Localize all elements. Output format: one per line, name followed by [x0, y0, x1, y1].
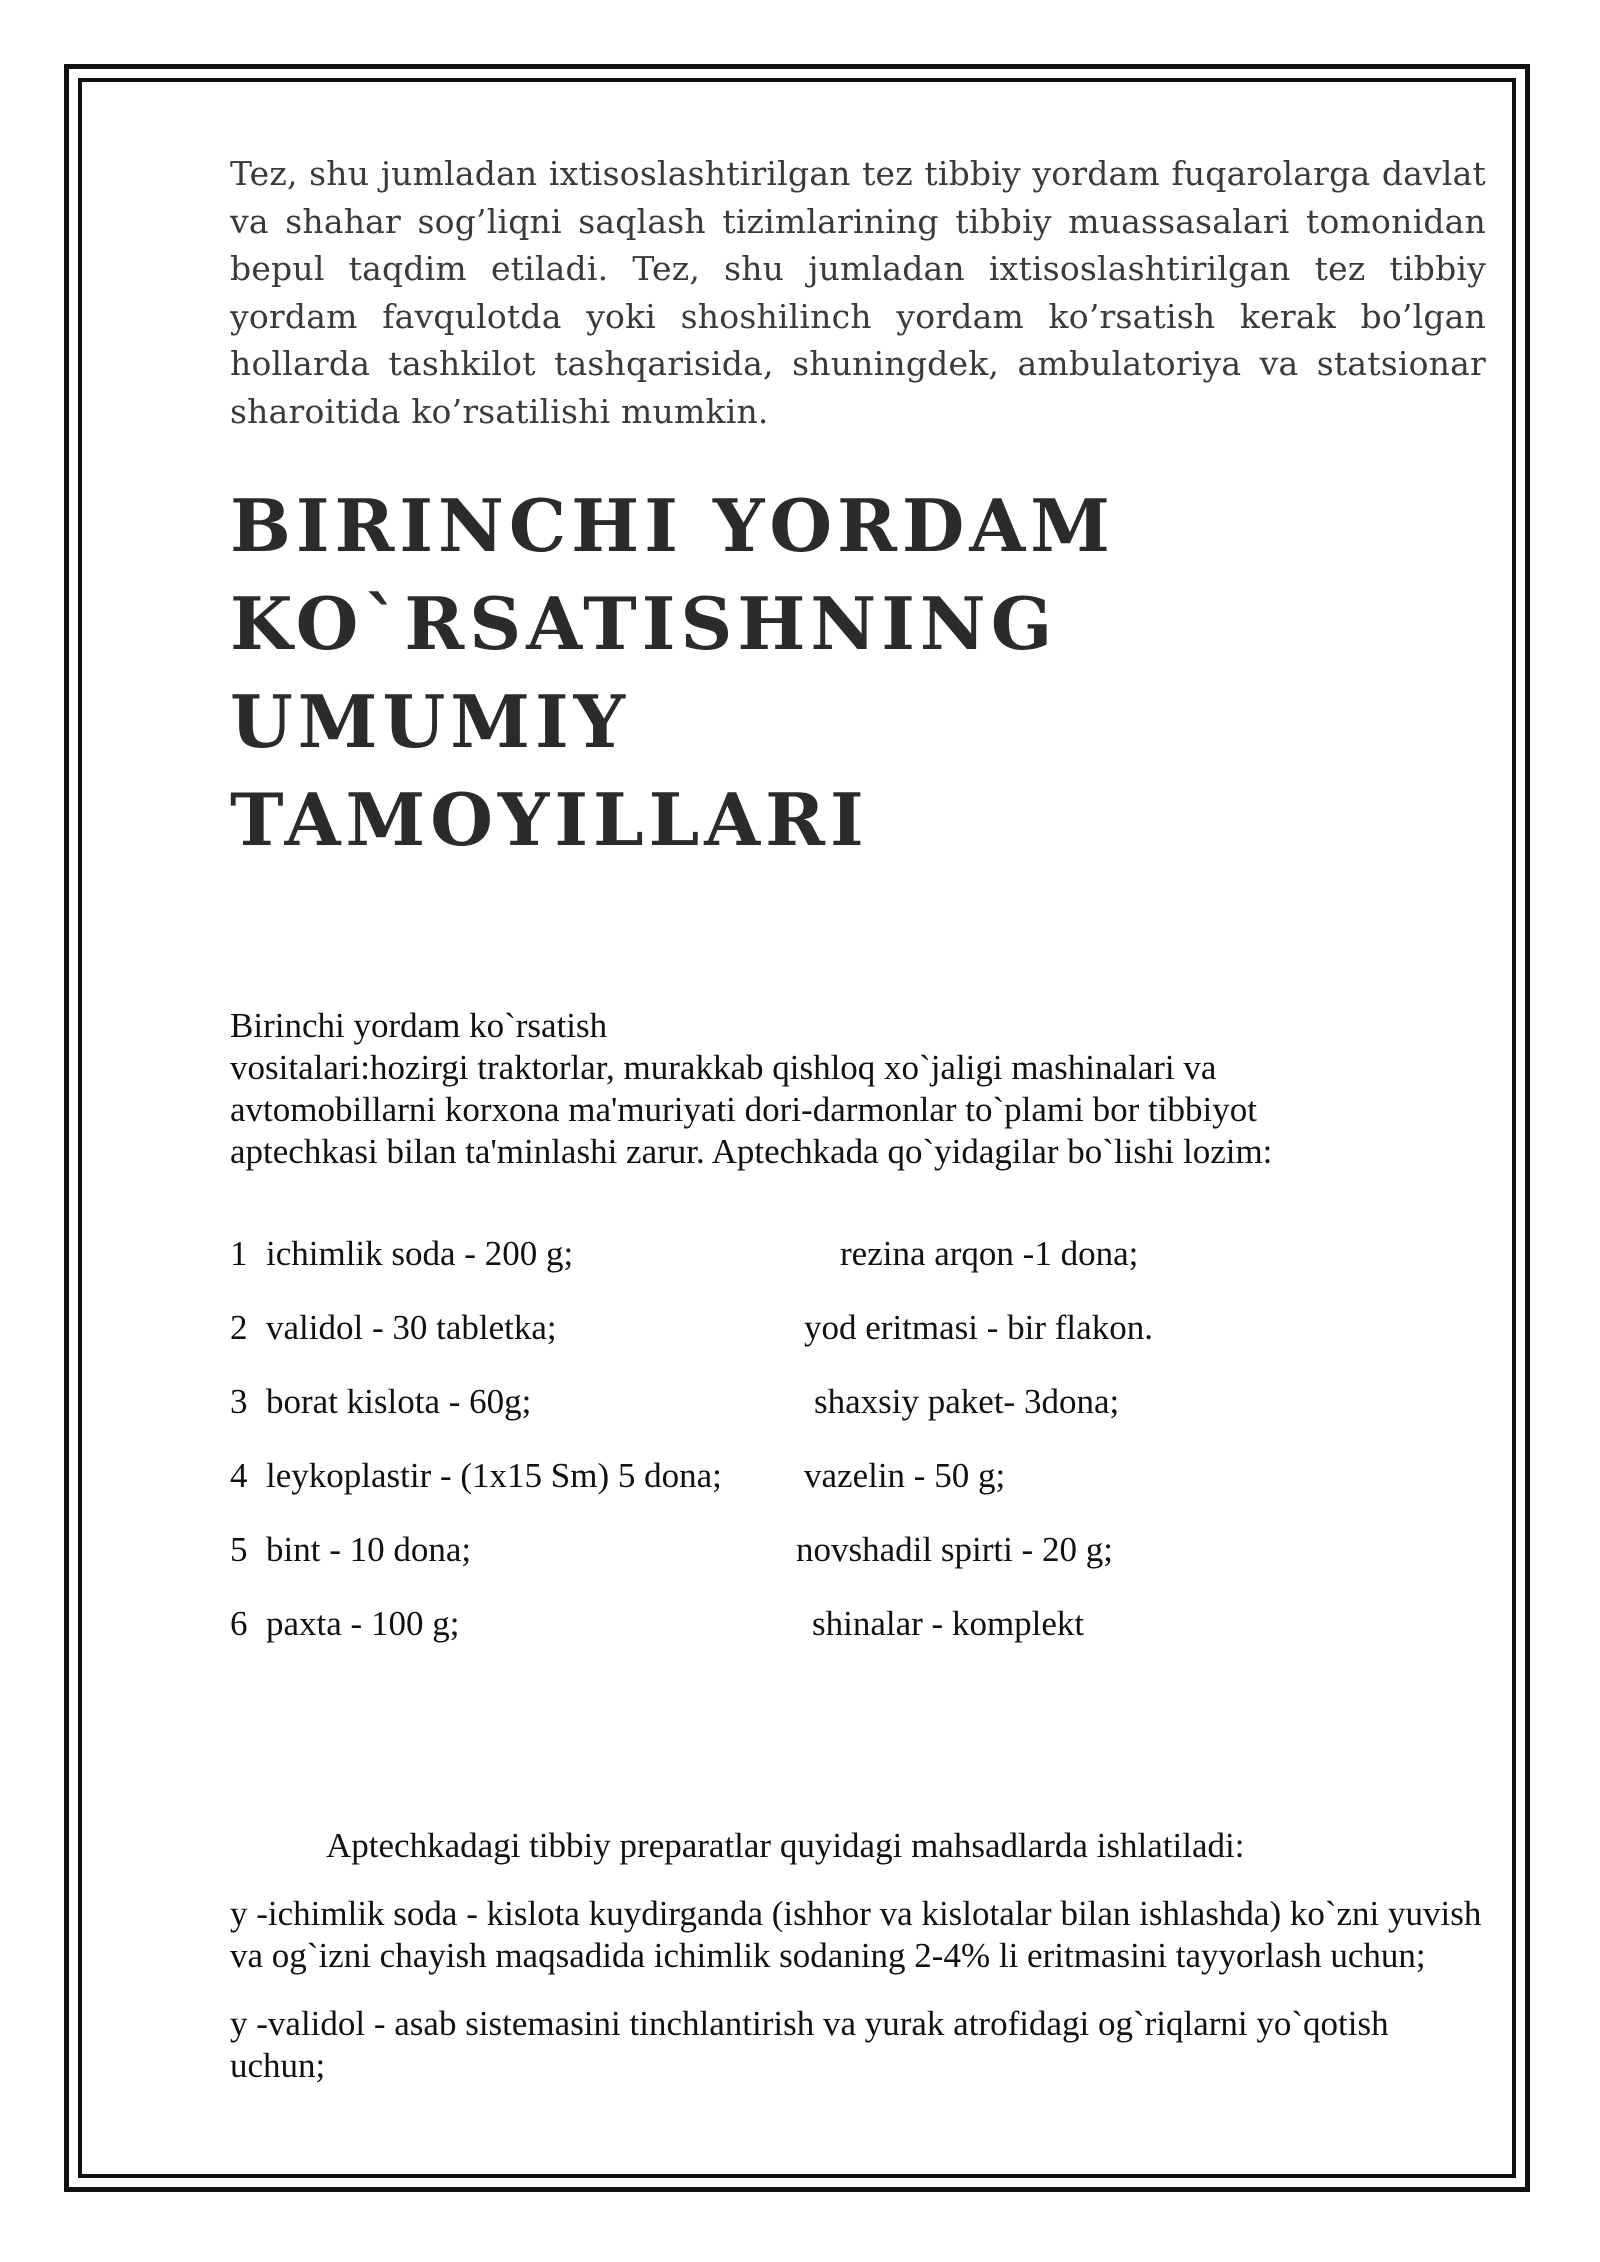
intro-paragraph: Tez, shu jumladan ixtisoslashtirilgan tez tibbiy yordam fuqarolarga davlat va shahar sog’liqni saqlash tizimlarining tibbiy muassasalari tomonidan bepul taqdim etiladi. Tez, shu jumladan ixtisoslashtirilgan tez tibbiy yordam favqulotda yoki shoshilinch yordam ko’rsatish kerak bo’lgan hollarda tashkilot tashqarisida, shuningdek, ambulatoriya va statsionar sharoitida ko’rsatilishi mumkin.: [230, 154, 1486, 431]
supply-left-item: bint - 10 dona;: [266, 1530, 472, 1569]
supply-right-item: vazelin - 50 g;: [804, 1456, 1006, 1495]
usage-item: y -ichimlik soda - kislota kuydirganda (ishhor va kislotalar bilan ishlashda) ko`zni yuvish va og`izni chayish maqsadida ichimlik sodaning 2-4% li eritmasini tayyorlash uchun;: [230, 1894, 1482, 1975]
supply-row: [230, 1233, 1486, 1307]
supply-number: 2: [230, 1308, 248, 1347]
usage-intro: Aptechkadagi tibbiy preparatlar quyidagi mahsadlarda ishlatiladi:: [326, 1826, 1245, 1865]
section-heading: [230, 477, 1486, 869]
supply-number: 6: [230, 1604, 248, 1643]
page-content: [230, 150, 1486, 2087]
supply-row: [230, 1381, 1486, 1455]
supply-right-item: yod eritmasi - bir flakon.: [804, 1308, 1153, 1347]
heading-line-2: KO`RSATISHNING UMUMIY: [230, 581, 1058, 764]
tools-line-2: vositalari:hozirgi traktorlar, murakkab qishloq xo`jaligi mashinalari va: [230, 1048, 1217, 1087]
supply-right-item: shaxsiy paket- 3dona;: [814, 1382, 1120, 1421]
supply-left-item: paxta - 100 g;: [266, 1604, 460, 1643]
heading-line-1: BIRINCHI YORDAM: [230, 483, 1115, 568]
supply-left-item: ichimlik soda - 200 g;: [266, 1234, 574, 1273]
supply-row: [230, 1529, 1486, 1603]
supply-row: [230, 1307, 1486, 1381]
usage-item: y -validol - asab sistemasini tinchlantirish va yurak atrofidagi og`riqlarni yo`qotish uchun;: [230, 2004, 1389, 2085]
heading-line-3: TAMOYILLARI: [230, 777, 869, 862]
supply-right-item: novshadil spirti - 20 g;: [796, 1530, 1113, 1569]
supply-left-item: leykoplastir - (1x15 Sm) 5 dona;: [266, 1456, 722, 1495]
supply-number: 4: [230, 1456, 248, 1495]
tools-line-4: aptechkasi bilan ta'minlashi zarur. Aptechkada qo`yidagilar bo`lishi lozim:: [230, 1132, 1273, 1171]
supply-right-item: rezina arqon -1 dona;: [840, 1234, 1139, 1273]
supply-left-item: borat kislota - 60g;: [266, 1382, 532, 1421]
supply-right-item: shinalar - komplekt: [812, 1604, 1085, 1643]
tools-line-1: Birinchi yordam ko`rsatish: [230, 1006, 608, 1045]
supply-number: 1: [230, 1234, 248, 1273]
tools-line-3: avtomobillarni korxona ma'muriyati dori-darmonlar to`plami bor tibbiyot: [230, 1090, 1257, 1129]
supply-left-item: validol - 30 tabletka;: [266, 1308, 557, 1347]
supply-number: 5: [230, 1530, 248, 1569]
supply-number: 3: [230, 1382, 248, 1421]
supplies-list: [230, 1233, 1486, 1677]
tools-paragraph: [230, 1005, 1486, 1173]
supply-row: [230, 1603, 1486, 1677]
supply-row: [230, 1455, 1486, 1529]
